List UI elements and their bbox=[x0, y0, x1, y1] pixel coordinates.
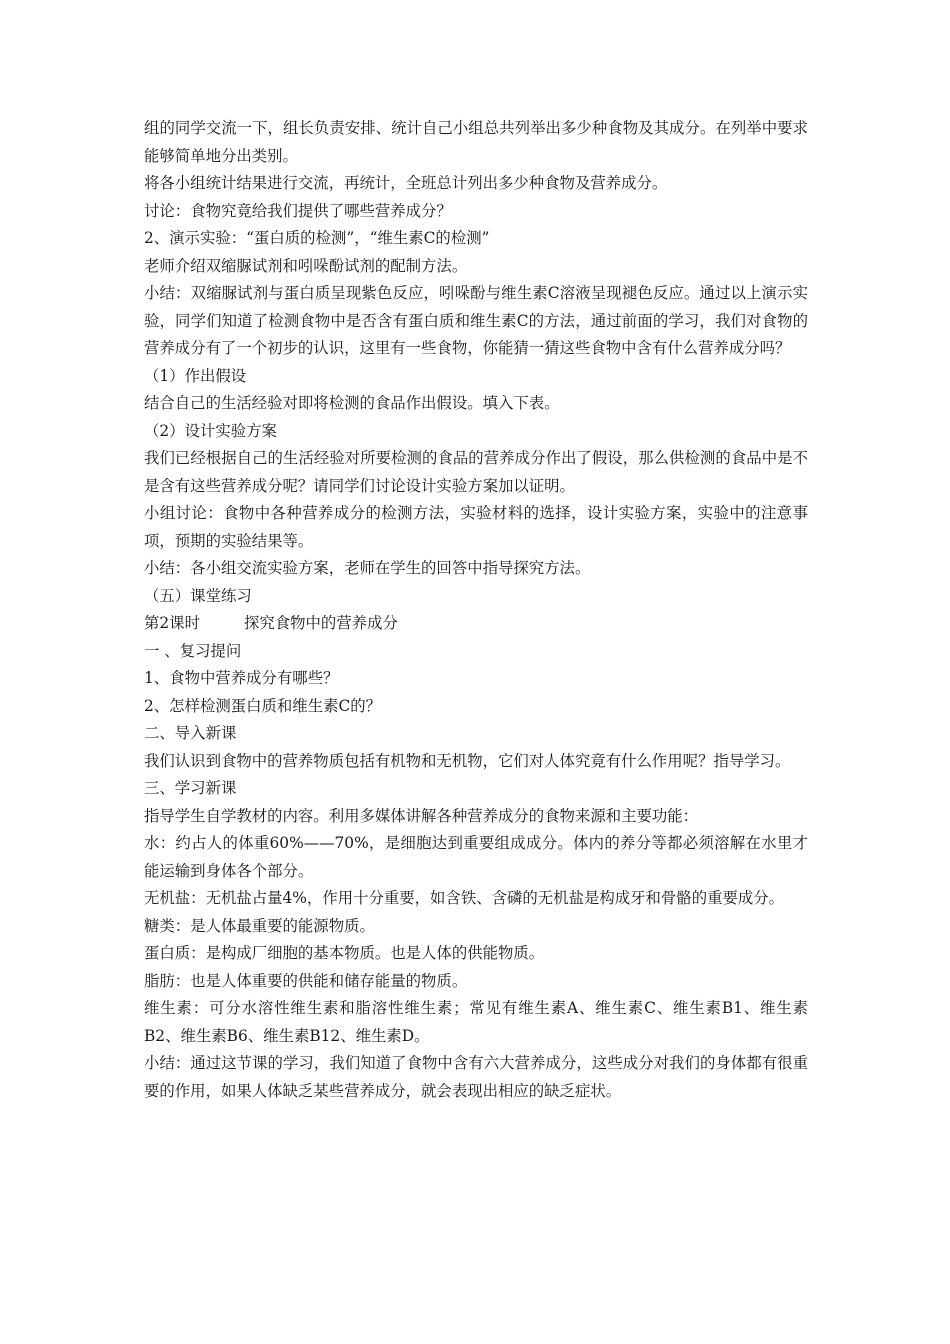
paragraph: 结合自己的生活经验对即将检测的食品作出假设。填入下表。 bbox=[144, 394, 560, 412]
section-heading: 一 、复习提问 bbox=[144, 641, 242, 660]
paragraph: 2、怎样检测蛋白质和维生素C的？ bbox=[144, 696, 382, 715]
paragraph: 维生素：可分水溶性维生素和脂溶性维生素；常见有维生素A、维生素C、维生素B1、维生素B2、维生素B6、维生素B12、维生素D。 bbox=[144, 999, 808, 1045]
paragraph: 1、食物中营养成分有哪些？ bbox=[144, 669, 339, 687]
paragraph: 水：约占人的体重60%——70%，是细胞达到重要组成成分。体内的养分等都必须溶解在水里才能运输到身体各个部分。 bbox=[144, 834, 808, 880]
paragraph: 将各小组统计结果进行交流，再统计，全班总计列出多少种食物及营养成分。 bbox=[144, 174, 668, 192]
document-page bbox=[144, 115, 808, 1105]
section-heading: 三、学习新课 bbox=[144, 779, 237, 797]
paragraph: 糖类：是人体最重要的能源物质。 bbox=[144, 916, 375, 935]
paragraph: 脂肪：也是人体重要的供能和储存能量的物质。 bbox=[144, 971, 468, 990]
paragraph: 老师介绍双缩脲试剂和吲哚酚试剂的配制方法。 bbox=[144, 256, 468, 275]
paragraph: 无机盐：无机盐占量4%，作用十分重要，如含铁、含磷的无机盐是构成牙和骨骼的重要成分。 bbox=[144, 889, 785, 907]
paragraph: 我们认识到食物中的营养物质包括有机物和无机物，它们对人体究竟有什么作用呢？指导学习。 bbox=[144, 751, 791, 770]
lesson-label: 第2课时 bbox=[144, 614, 200, 632]
lesson-heading bbox=[144, 610, 808, 638]
paragraph: 小组讨论：食物中各种营养成分的检测方法，实验材料的选择，设计实验方案，实验中的注意事项，预期的实验结果等。 bbox=[144, 504, 808, 550]
paragraph: 2、演示实验：“蛋白质的检测”，“维生素C的检测” bbox=[144, 229, 490, 247]
section-heading: 二、导入新课 bbox=[144, 724, 237, 742]
paragraph: （1）作出假设 bbox=[144, 366, 247, 385]
paragraph: 小结：各小组交流实验方案，老师在学生的回答中指导探究方法。 bbox=[144, 559, 591, 577]
lesson-title: 探究食物中的营养成分 bbox=[243, 614, 398, 632]
paragraph: （2）设计实验方案 bbox=[144, 421, 277, 440]
paragraph: 讨论：食物究竟给我们提供了哪些营养成分？ bbox=[144, 201, 452, 220]
paragraph: 指导学生自学教材的内容。利用多媒体讲解各种营养成分的食物来源和主要功能： bbox=[144, 806, 699, 825]
section-heading: （五）课堂练习 bbox=[144, 586, 252, 605]
paragraph: 组的同学交流一下，组长负责安排、统计自己小组总共列举出多少种食物及其成分。在列举中要求能够简单地分出类别。 bbox=[144, 119, 808, 165]
paragraph: 蛋白质：是构成厂细胞的基本物质。也是人体的供能物质。 bbox=[144, 944, 545, 962]
paragraph: 小结：通过这节课的学习，我们知道了食物中含有六大营养成分，这些成分对我们的身体都有很重要的作用，如果人体缺乏某些营养成分，就会表现出相应的缺乏症状。 bbox=[144, 1054, 808, 1100]
paragraph: 小结：双缩脲试剂与蛋白质呈现紫色反应，吲哚酚与维生素C溶液呈现褪色反应。通过以上演示实验，同学们知道了检测食物中是否含有蛋白质和维生素C的方法，通过前面的学习，我们对食物的营养成分有了一个初步的认识，这里有一些食物，你能猜一猜这些食物中含有什么营养成分吗？ bbox=[144, 284, 808, 357]
paragraph: 我们已经根据自己的生活经验对所要检测的食品的营养成分作出了假设，那么供检测的食品中是不是含有这些营养成分呢？请同学们讨论设计实验方案加以证明。 bbox=[144, 449, 808, 495]
